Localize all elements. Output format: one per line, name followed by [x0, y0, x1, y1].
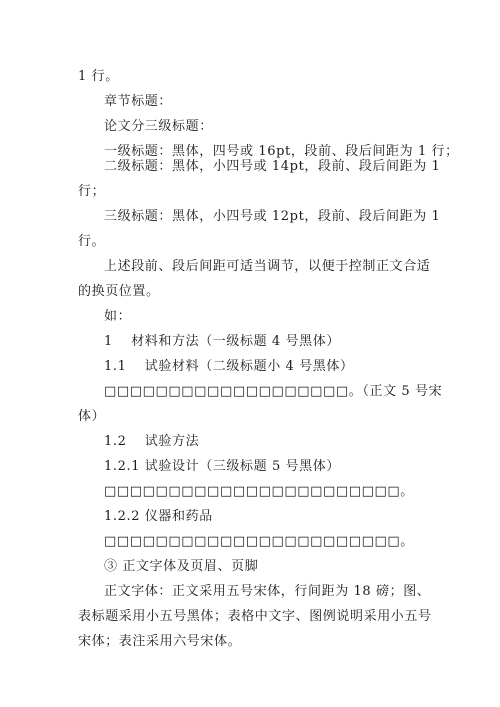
text-line: 表标题采用小五号黑体；表格中文字、图例说明采用小五号: [78, 609, 432, 624]
text-line: 一级标题：黑体，四号或 16pt，段前、段后间距为 1 行；: [104, 144, 459, 159]
text-line: 三级标题：黑体，小四号或 12pt，段前、段后间距为 1: [104, 209, 441, 224]
section-heading-fonts: ③ 正文字体及页眉、页脚: [104, 559, 259, 574]
text-line: 论文分三级标题：: [104, 119, 213, 134]
text-line: 宋体；表注采用六号宋体。: [78, 634, 242, 649]
text-line: 二级标题：黑体，小四号或 14pt，段前、段后间距为 1: [104, 159, 441, 174]
placeholder-body-text: □□□□□□□□□□□□□□□□□□□。（正文 5 号宋: [104, 384, 443, 399]
text-line: 行；: [78, 184, 106, 199]
text-line: 上述段前、段后间距可适当调节，以便于控制正文合适: [104, 259, 431, 274]
example-heading-level3: 1.2.2 仪器和药品: [104, 509, 213, 524]
example-heading-level2: 1.1 试验材料（二级标题小 4 号黑体）: [104, 359, 354, 374]
text-line: 行。: [78, 234, 106, 249]
text-line: 正文字体：正文采用五号宋体，行间距为 18 磅；图、: [104, 584, 431, 599]
example-heading-level2: 1.2 试验方法: [104, 434, 200, 449]
placeholder-body-text: □□□□□□□□□□□□□□□□□□□□□□□。: [104, 534, 414, 549]
section-heading-label: 章节标题：: [104, 94, 173, 109]
text-line: 体）: [78, 409, 106, 424]
example-heading-level3: 1.2.1 试验设计（三级标题 5 号黑体）: [104, 459, 340, 474]
text-line: 如：: [104, 309, 132, 324]
placeholder-body-text: □□□□□□□□□□□□□□□□□□□□□□□。: [104, 484, 414, 499]
example-heading-level1: 1 材料和方法（一级标题 4 号黑体）: [104, 334, 340, 349]
text-line: 的换页位置。: [78, 284, 160, 299]
text-line: 1 行。: [78, 69, 119, 84]
